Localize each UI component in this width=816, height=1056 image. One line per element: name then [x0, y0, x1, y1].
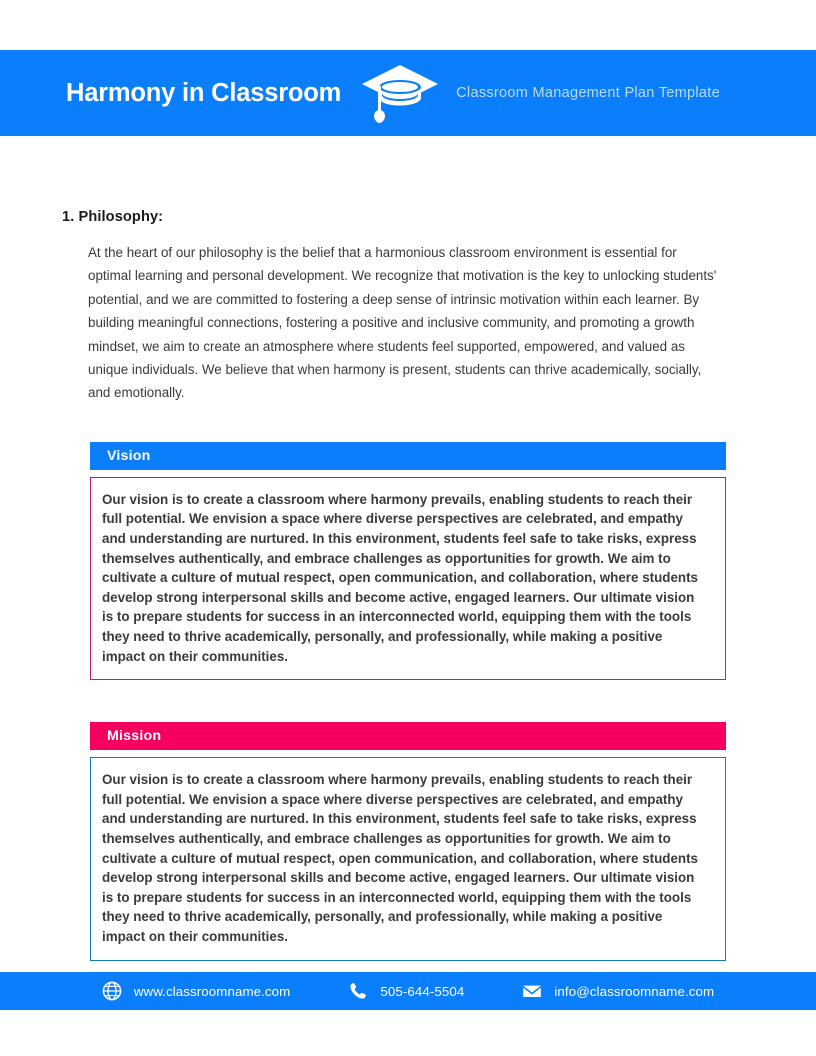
callout-vision-text: Our vision is to create a classroom where harmony prevails, enabling students to reach their full potential. We envision a space where diverse perspectives are celebrated, and empathy and understanding are nurtured. In this environment, students feel safe to take risks, express themselves authentically, and embrace challenges as opportunities for growth. We aim to cultivate a culture of mutual respect, open communication, and collaboration, where students develop strong interpersonal skills and become active, engaged learners. Our ultimate vision is to prepare students for success in an interconnected world, equipping them with the tools they need to thrive academically, personally, and professionally, while making a positive impact on their communities.	[102, 491, 698, 664]
callout-mission-body	[90, 757, 726, 960]
philosophy-paragraph: At the heart of our philosophy is the belief that a harmonious classroom environment is essential for optimal learning and personal development. We recognize that motivation is the key to unlocking students' potential, and we are committed to fostering a deep sense of intrinsic motivation within each learner. By building meaningful connections, fostering a positive and inclusive community, and promoting a growth mindset, we aim to create an atmosphere where students feel supported, empowered, and valued as unique individuals. We believe that when harmony is present, students can thrive academically, socially, and emotionally.	[88, 245, 717, 401]
callout-mission-label: Mission	[107, 728, 162, 745]
envelope-icon	[522, 981, 542, 1001]
graduation-cap-icon	[358, 62, 442, 124]
callout-mission-header	[90, 722, 726, 750]
callout-mission	[90, 722, 726, 960]
footer-phone-text: 505-644-5504	[380, 983, 465, 999]
globe-icon	[102, 981, 122, 1001]
section-heading-philosophy: 1. Philosophy:	[62, 209, 164, 225]
page-header	[0, 50, 816, 136]
footer-email-text: info@classroomname.com	[554, 983, 715, 999]
callout-vision-body	[90, 477, 726, 680]
footer-website-text: www.classroomname.com	[133, 983, 291, 999]
page-footer	[0, 972, 816, 1010]
footer-website[interactable]	[102, 981, 291, 1001]
footer-email[interactable]	[522, 981, 714, 1001]
callout-mission-text: Our vision is to create a classroom where harmony prevails, enabling students to reach their full potential. We envision a space where diverse perspectives are celebrated, and empathy and understanding are nurtured. In this environment, students feel safe to take risks, express themselves authentically, and embrace challenges as opportunities for growth. We aim to cultivate a culture of mutual respect, open communication, and collaboration, where students develop strong interpersonal skills and become active, engaged learners. Our ultimate vision is to prepare students for success in an interconnected world, equipping them with the tools they need to thrive academically, personally, and professionally, while making a positive impact on their communities.	[102, 772, 698, 944]
header-subtitle: Classroom Management Plan Template	[456, 85, 720, 101]
page-title: Harmony in Classroom	[66, 78, 342, 107]
callout-vision-label: Vision	[107, 447, 151, 464]
phone-icon	[348, 981, 368, 1001]
callout-vision	[90, 442, 726, 680]
main-content	[0, 136, 816, 961]
footer-phone[interactable]	[348, 981, 464, 1001]
callout-vision-header	[90, 442, 726, 470]
